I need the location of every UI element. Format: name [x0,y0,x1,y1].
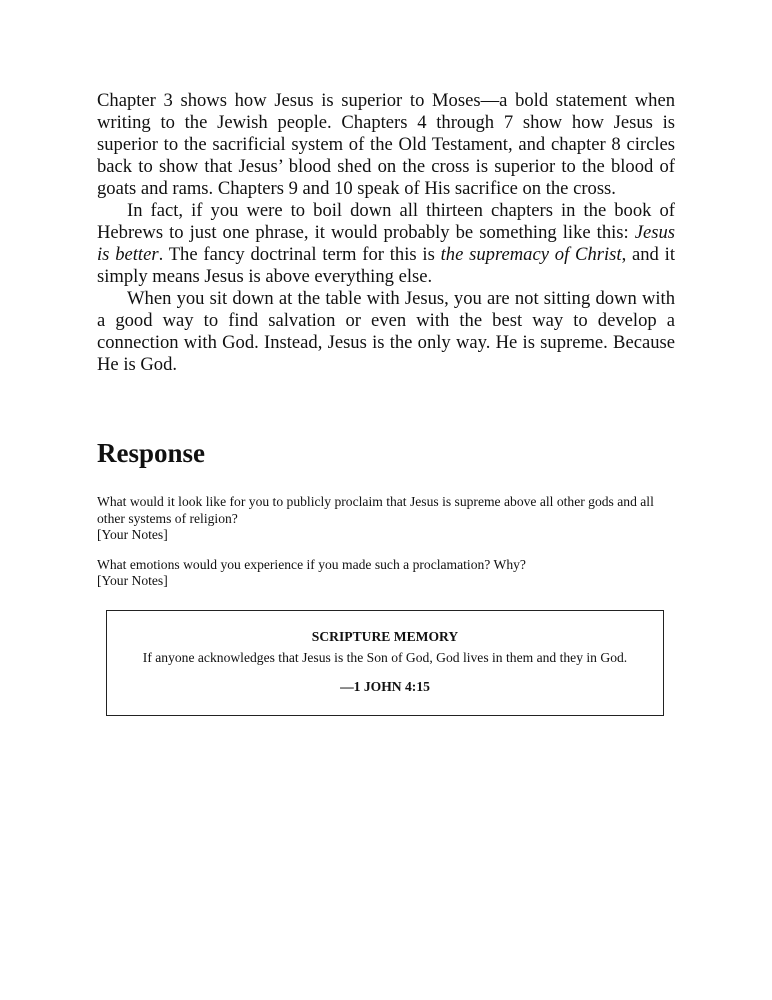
paragraph-2-text-a: In fact, if you were to boil down all thirteen chapters in the book of Hebrews to just one phrase, it would probably be something like this: [97,200,675,243]
italic-phrase-supremacy-of-christ: the supremacy of Christ [440,244,622,265]
response-question-2 [97,557,675,590]
scripture-memory-box [106,610,664,716]
paragraph-2-text-c: . The fancy doctrinal term for this is [158,244,441,265]
scripture-reference: —1 JOHN 4:15 [340,679,430,694]
paragraph-2-text-e: , and it simply means Jesus is above everything else. [97,244,675,287]
scripture-memory-heading: SCRIPTURE MEMORY [311,629,459,644]
body-paragraph-3: When you sit down at the table with Jesus, you are not sitting down with a good way to find salvation or even with the best way to develop a connection with God. Instead, Jesus is the only way. He is supreme. Because He is God. [97,288,675,375]
your-notes-field[interactable]: [Your Notes] [97,573,168,588]
question-text: What would it look like for you to publicly proclaim that Jesus is supreme above all other gods and all other systems of religion? [97,494,654,526]
scripture-verse: If anyone acknowledges that Jesus is the Son of God, God lives in them and they in God. [142,650,628,665]
italic-phrase-jesus-is-better: Jesus is better [97,222,675,265]
question-text: What emotions would you experience if you made such a proclamation? Why? [97,556,526,572]
response-question-1 [97,494,675,544]
body-paragraph-2 [97,200,675,288]
body-paragraph-1: Chapter 3 shows how Jesus is superior to Moses—a bold statement when writing to the Jewish people. Chapters 4 through 7 show how Jesus is superior to the sacrificial system of the Old Testament, and chapter 8 circles back to show that Jesus’ blood shed on the cross is superior to the blood of goats and rams. Chapters 9 and 10 speak of His sacrifice on the cross. [97,90,675,199]
your-notes-field[interactable]: [Your Notes] [97,527,168,542]
page-content [97,90,675,590]
response-heading: Response [97,438,206,468]
